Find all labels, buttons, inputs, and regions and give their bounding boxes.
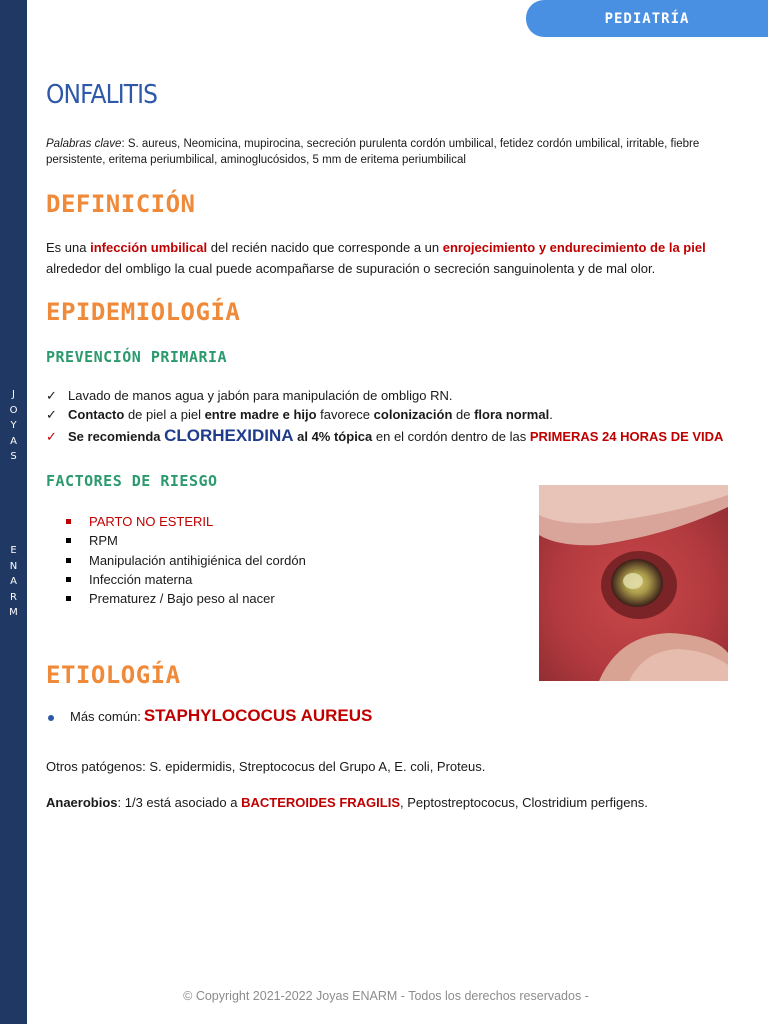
- bullet-icon: [48, 715, 54, 721]
- sidebar-word-joyas: J O Y A S: [9, 389, 18, 462]
- definicion-text: Es una infección umbilical del recién nacido que corresponde a un enrojecimiento y endurecimiento de la piel alrededor del ombligo la cual puede acompañarse de supuración o secreción sanguinolenta y de mal olor.: [46, 240, 706, 276]
- list-item: Manipulación antihigiénica del cordón: [66, 551, 306, 570]
- footer-copyright: © Copyright 2021-2022 Joyas ENARM - Todos los derechos reservados -: [183, 989, 589, 1003]
- list-item: Prematurez / Bajo peso al nacer: [66, 589, 306, 608]
- heading-etiologia: ETIOLOGÍA: [46, 661, 181, 689]
- bullet-icon: [66, 538, 71, 543]
- etiologia-anaerobios: Anaerobios: 1/3 está asociado a BACTEROIDES FRAGILIS, Peptostreptococus, Clostridium perfigens.: [46, 795, 648, 810]
- list-item: ✓ Contacto de piel a piel entre madre e hijo favorece colonización de flora normal.: [46, 407, 553, 423]
- subheading-prevencion: PREVENCIÓN PRIMARIA: [46, 348, 228, 366]
- list-item: ✓ Se recomienda CLORHEXIDINA al 4% tópica en el cordón dentro de las PRIMERAS 24 HORAS DE VIDA: [46, 426, 724, 445]
- list-item: ✓ Lavado de manos agua y jabón para manipulación de ombligo RN.: [46, 388, 453, 404]
- sidebar-word-enarm: E N A R M: [9, 545, 18, 618]
- etiologia-common: Más común: STAPHYLOCOCUS AUREUS: [46, 706, 372, 726]
- heading-epidemiologia: EPIDEMIOLOGÍA: [46, 298, 241, 326]
- bullet-icon: [66, 596, 71, 601]
- list-item: PARTO NO ESTERIL: [66, 512, 306, 531]
- list-item: RPM: [66, 531, 306, 550]
- list-item: Infección materna: [66, 570, 306, 589]
- bullet-icon: [66, 577, 71, 582]
- keywords: Palabras clave: S. aureus, Neomicina, mupirocina, secreción purulenta cordón umbilical, fetidez cordón umbilical, irritable, fiebre persistente, eritema periumbilical, aminoglucósidos, 5 mm de eritema periumbilical: [46, 138, 700, 166]
- check-icon: ✓: [46, 389, 57, 404]
- check-icon: ✓: [46, 408, 57, 423]
- check-icon: ✓: [46, 430, 57, 445]
- prevention-list: [46, 388, 746, 452]
- risk-factor-list: [66, 512, 306, 608]
- etiologia-otros: Otros patógenos: S. epidermidis, Streptococus del Grupo A, E. coli, Proteus.: [46, 759, 486, 774]
- omphalitis-photo: [539, 485, 728, 681]
- page-title: ONFALITIS: [46, 80, 158, 110]
- section-tab: PEDIATRÍA: [526, 0, 768, 37]
- heading-definicion: DEFINICIÓN: [46, 190, 196, 218]
- sidebar-bar: [0, 0, 27, 1024]
- bullet-icon: [66, 558, 71, 563]
- bullet-icon: [66, 519, 71, 524]
- subheading-factores: FACTORES DE RIESGO: [46, 472, 218, 490]
